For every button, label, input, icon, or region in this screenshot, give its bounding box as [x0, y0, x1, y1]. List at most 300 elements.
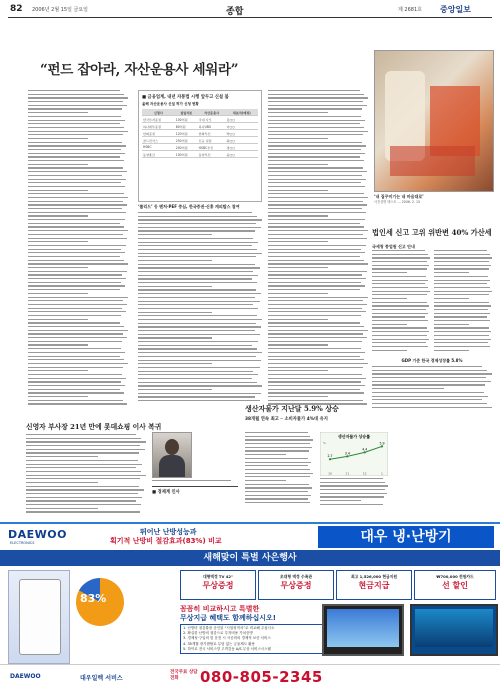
text-line — [434, 257, 492, 258]
prize-card-title: ₩700,000 전원카드 — [436, 574, 474, 579]
text-line — [372, 309, 426, 310]
text-line — [268, 123, 360, 124]
text-line — [245, 439, 313, 440]
text-line — [28, 90, 120, 91]
text-line — [268, 326, 364, 327]
text-line — [26, 508, 98, 509]
text-line — [28, 134, 123, 135]
table-header: 자산운용사 — [198, 109, 226, 116]
table-cell: 국내 사모 — [198, 116, 226, 123]
text-line — [372, 261, 427, 262]
text-line — [28, 123, 120, 124]
law-text-left — [372, 250, 430, 353]
text-line — [434, 309, 488, 310]
text-line — [28, 108, 122, 109]
text-line — [372, 268, 427, 269]
text-line — [268, 252, 365, 253]
text-line — [28, 356, 120, 357]
text-line — [268, 356, 360, 357]
text-line — [372, 342, 426, 343]
text-line — [28, 186, 125, 187]
text-line — [268, 348, 361, 349]
text-line — [434, 272, 469, 273]
text-line — [26, 438, 141, 439]
table-row — [142, 137, 258, 144]
text-line — [245, 487, 312, 488]
text-line — [268, 186, 365, 187]
text-line — [138, 337, 212, 338]
text-line — [268, 97, 368, 98]
text-line — [28, 293, 88, 294]
tv-image — [322, 604, 404, 656]
text-line — [372, 384, 485, 385]
text-line — [28, 193, 124, 194]
prize-tv — [180, 570, 256, 600]
text-line — [372, 396, 488, 397]
text-line — [245, 443, 310, 444]
text-line — [138, 356, 256, 357]
text-line — [245, 491, 308, 492]
text-line — [245, 436, 310, 437]
prize-card-sub: 선 할인 — [442, 581, 468, 590]
text-line — [434, 298, 469, 299]
table-cell: HSBC투신 — [198, 144, 226, 151]
text-line — [138, 360, 261, 361]
text-line — [268, 319, 328, 320]
text-line — [28, 396, 88, 397]
text-line — [434, 261, 489, 262]
text-line — [28, 392, 124, 393]
text-line — [320, 482, 385, 483]
text-line — [268, 297, 368, 298]
text-line — [138, 219, 262, 220]
text-line — [28, 263, 128, 264]
data-label: 5.9 — [379, 441, 385, 446]
text-line — [138, 264, 255, 265]
text-line — [434, 320, 490, 321]
person-extra-text — [152, 480, 238, 484]
table-cell: 윤○○ — [226, 151, 259, 158]
text-line — [28, 341, 122, 342]
text-line — [26, 489, 144, 490]
table-cell: 100억원 — [175, 116, 198, 123]
text-line — [26, 497, 142, 498]
x-tick-label: 1 — [381, 471, 383, 476]
text-line — [138, 382, 257, 383]
text-line — [268, 330, 368, 331]
text-line — [372, 366, 482, 367]
text-line — [28, 212, 126, 213]
text-line — [372, 350, 407, 351]
text-line — [268, 153, 365, 154]
text-line — [28, 120, 125, 121]
text-line — [138, 312, 212, 313]
text-line — [372, 276, 426, 277]
text-line — [138, 234, 212, 235]
table-header: 대표자(예정) — [226, 109, 259, 116]
text-line — [28, 381, 121, 382]
data-point — [381, 445, 383, 447]
text-line — [28, 252, 125, 253]
left-article-text — [28, 90, 128, 407]
text-line — [268, 363, 368, 364]
page-header — [0, 0, 500, 18]
text-line — [245, 450, 309, 451]
text-line — [26, 475, 146, 476]
text-line — [138, 396, 255, 397]
text-line — [434, 294, 489, 295]
text-line — [372, 335, 427, 336]
text-line — [268, 315, 361, 316]
text-line — [28, 142, 122, 143]
text-line — [28, 97, 128, 98]
prize-cash — [336, 570, 412, 600]
text-line — [28, 156, 120, 157]
table-header: 신청사 — [142, 109, 175, 116]
text-line — [372, 265, 429, 266]
table-cell: 정○○ — [226, 144, 259, 151]
text-line — [28, 223, 120, 224]
text-line — [372, 346, 428, 347]
text-line — [138, 275, 258, 276]
text-line — [268, 145, 366, 146]
text-line — [245, 502, 310, 503]
text-line — [268, 322, 360, 323]
text-line — [268, 208, 362, 209]
econ-people-title: ■ 경제계 인사 — [152, 490, 180, 495]
text-line — [268, 164, 328, 165]
ad-compare-text: 꼼꼼히 비교하시고 특별한 — [180, 605, 260, 613]
prize-tv-title: 대형액정 TV 42" — [202, 574, 234, 579]
applicant-table — [142, 109, 258, 158]
text-line — [138, 341, 258, 342]
text-line — [28, 175, 122, 176]
text-line — [372, 272, 407, 273]
text-line — [434, 335, 489, 336]
econ-people-box — [152, 486, 238, 497]
text-line — [268, 204, 367, 205]
table-cell: 김○○ — [226, 116, 259, 123]
text-line — [372, 327, 427, 328]
feature-item: 3. 경제성·구입비 및 운전 시 시공비의 경제적 보증 서비스 — [183, 636, 271, 641]
ad-slogan-mid: 획기적 난방비 절감효과(83%) 비교 — [110, 537, 222, 545]
text-line — [372, 302, 427, 303]
text-line — [28, 282, 121, 283]
text-line — [268, 352, 365, 353]
text-line — [28, 370, 88, 371]
text-line — [268, 190, 328, 191]
text-line — [138, 227, 261, 228]
x-tick-label: 12 — [362, 471, 367, 476]
text-line — [26, 500, 136, 501]
savings-percent: 83% — [80, 592, 107, 605]
mid-article-text — [138, 212, 262, 404]
text-line — [268, 223, 360, 224]
text-line — [138, 367, 260, 368]
text-line — [268, 263, 368, 264]
text-line — [26, 493, 138, 494]
text-line — [268, 179, 366, 180]
text-line — [268, 108, 362, 109]
table-cell: 동양종금 — [142, 151, 175, 158]
data-label: 3.4 — [344, 451, 350, 456]
text-line — [28, 308, 122, 309]
issue-number: 제 2681호 — [398, 7, 422, 13]
text-line — [268, 400, 363, 401]
text-line — [26, 460, 138, 461]
text-line — [28, 241, 88, 242]
text-line — [28, 285, 125, 286]
law-subhead: 국세청 종업원 신고 안내 — [372, 244, 415, 249]
text-line — [28, 403, 127, 404]
text-line — [434, 339, 491, 340]
data-point — [329, 458, 331, 460]
text-line — [268, 94, 364, 95]
feature-item: 5. 하이로 전국 서비스망 고객감동 A/S 무상 서비스시스템 — [183, 646, 271, 651]
issue-date: 2006년 2월 15일 금요일 — [32, 7, 89, 13]
text-line — [245, 498, 308, 499]
text-line — [434, 331, 491, 332]
text-line — [320, 504, 383, 505]
text-line — [138, 330, 255, 331]
text-line — [268, 101, 363, 102]
text-line — [268, 90, 360, 91]
text-line — [372, 254, 428, 255]
text-line — [268, 175, 362, 176]
text-line — [372, 388, 444, 389]
table-title: 올해 자산운용사 신설 허가 신청 현황 — [142, 102, 199, 106]
data-point — [364, 451, 366, 453]
text-line — [268, 241, 328, 242]
text-line — [268, 271, 367, 272]
text-line — [372, 381, 491, 382]
text-line — [138, 352, 262, 353]
text-line — [28, 374, 122, 375]
table-cell: 250억원 — [175, 137, 198, 144]
text-line — [28, 230, 128, 231]
text-line — [268, 134, 363, 135]
text-line — [28, 197, 128, 198]
text-line — [28, 138, 88, 139]
text-line — [372, 373, 492, 374]
text-line — [245, 454, 286, 455]
text-line — [138, 238, 253, 239]
text-line — [268, 378, 366, 379]
phone-number[interactable]: 080-805-2345 — [200, 668, 323, 686]
text-line — [434, 327, 489, 328]
text-line — [138, 326, 261, 327]
text-line — [268, 293, 328, 294]
text-line — [434, 250, 487, 251]
text-line — [268, 282, 361, 283]
table-cell: 100억원 — [175, 151, 198, 158]
ad-footer-brand: DAEWOO — [10, 673, 41, 680]
text-line — [28, 201, 123, 202]
text-line — [138, 212, 252, 213]
text-line — [28, 149, 121, 150]
text-line — [138, 242, 258, 243]
text-line — [138, 230, 255, 231]
text-line — [28, 378, 126, 379]
text-line — [434, 287, 490, 288]
text-line — [268, 201, 363, 202]
table-cell: 200억원 — [175, 144, 198, 151]
text-line — [28, 94, 124, 95]
table-row — [142, 123, 258, 130]
text-line — [28, 238, 127, 239]
text-line — [28, 145, 126, 146]
text-line — [434, 313, 490, 314]
text-line — [138, 282, 257, 283]
text-line — [372, 377, 486, 378]
person-headline: 신영자 부사장 21년 만에 롯데쇼핑 이사 복귀 — [26, 423, 162, 431]
prize-tv-sub: 무상증정 — [202, 581, 234, 590]
text-line — [138, 348, 257, 349]
text-line — [28, 182, 121, 183]
text-line — [138, 249, 257, 250]
text-line — [28, 267, 88, 268]
text-line — [320, 489, 385, 490]
text-line — [372, 313, 428, 314]
third-column-text — [268, 90, 368, 407]
x-tick-label: 10 — [328, 471, 332, 476]
text-line — [138, 223, 256, 224]
text-line — [268, 226, 364, 227]
text-line — [268, 359, 364, 360]
ppi-subhead: 38개월 연속 최고 ─ 소비자물가 4%대 유지 — [245, 417, 328, 422]
text-line — [268, 337, 367, 338]
text-line — [268, 278, 366, 279]
text-line — [434, 350, 469, 351]
prize-cash-title: 최고 1,526,000 현금지원 — [350, 574, 398, 579]
text-line — [434, 265, 491, 266]
text-line — [28, 400, 123, 401]
text-line — [268, 112, 328, 113]
text-line — [26, 449, 145, 450]
text-line — [138, 371, 253, 372]
text-line — [28, 385, 125, 386]
text-line — [245, 462, 311, 463]
prize-aquarium-title: 초대형 액정 수족관 — [280, 574, 312, 579]
text-line — [268, 105, 367, 106]
data-label: 2.7 — [327, 454, 333, 459]
text-line — [320, 485, 388, 486]
law-headline: 법인세 신고 고위 위반변 40% 가산세 — [372, 228, 492, 237]
text-line — [28, 127, 124, 128]
feature-item: 2. 확실한 난방비 절감으로 투자비용 가치증명 — [183, 631, 253, 636]
daewoo-logo-sub: ELECTRONICS — [10, 541, 35, 545]
text-line — [28, 367, 123, 368]
text-line — [268, 392, 364, 393]
text-line — [320, 500, 361, 501]
text-line — [245, 473, 313, 474]
text-line — [268, 167, 363, 168]
text-line — [138, 345, 252, 346]
text-line — [138, 293, 261, 294]
ad-event-banner: 새해맞이 특별 사은행사 — [0, 550, 500, 566]
text-line — [245, 484, 309, 485]
text-line — [28, 359, 124, 360]
text-line — [28, 352, 125, 353]
text-line — [28, 348, 121, 349]
text-line — [28, 226, 124, 227]
ad-free-text: 무상지급 혜택도 함께하십시오! — [180, 614, 276, 622]
text-line — [28, 101, 123, 102]
text-line — [138, 256, 256, 257]
text-line — [26, 504, 141, 505]
text-line — [28, 333, 123, 334]
ppi-text — [245, 432, 313, 506]
text-line — [28, 256, 120, 257]
text-line — [268, 389, 360, 390]
text-line — [434, 302, 489, 303]
ad-product-banner: 대우 냉·난방기 — [318, 526, 494, 548]
text-line — [28, 105, 127, 106]
phone-label: 전국무료 상담전화 — [170, 670, 198, 681]
text-line — [268, 212, 366, 213]
text-line — [268, 308, 362, 309]
text-line — [372, 370, 487, 371]
text-line — [28, 319, 88, 320]
text-line — [138, 385, 262, 386]
text-line — [268, 370, 328, 371]
info-box-title: ■ 금융업계, 내년 자통법 시행 앞두고 신설 붐 — [142, 95, 229, 100]
text-line — [320, 493, 387, 494]
text-line — [138, 245, 252, 246]
text-line — [372, 287, 428, 288]
text-line — [268, 249, 361, 250]
text-line — [28, 330, 128, 331]
person-text — [26, 434, 146, 515]
feature-item: 1. 난방비 절감률을 공인된 “시험성적서”로 비교해 주십시오 — [183, 626, 275, 630]
text-line — [28, 215, 88, 216]
text-line — [245, 495, 311, 496]
text-line — [28, 389, 120, 390]
table-cell: 80억원 — [175, 123, 198, 130]
text-line — [434, 305, 491, 306]
text-line — [268, 138, 328, 139]
section-name: 종합 — [226, 7, 244, 17]
table-cell: 이○○ — [226, 123, 259, 130]
newspaper-logo: 중앙일보 — [440, 4, 471, 14]
text-line — [268, 260, 364, 261]
main-headline: “펀드 잡아라, 자산운용사 세워라” — [40, 62, 239, 78]
text-line — [434, 276, 488, 277]
law-text-right — [434, 250, 492, 353]
text-line — [245, 432, 308, 433]
table-row — [142, 130, 258, 137]
text-line — [28, 322, 120, 323]
text-line — [28, 179, 126, 180]
text-line — [28, 278, 126, 279]
text-line — [268, 182, 361, 183]
text-line — [268, 120, 365, 121]
wallpaper-photo — [374, 50, 494, 192]
text-line — [372, 324, 407, 325]
text-line — [268, 289, 360, 290]
text-line — [434, 268, 489, 269]
text-line — [372, 399, 482, 400]
table-cell: 120억원 — [175, 130, 198, 137]
text-line — [268, 267, 328, 268]
text-line — [245, 458, 308, 459]
text-line — [268, 245, 366, 246]
text-line — [28, 344, 88, 345]
text-line — [26, 478, 140, 479]
text-line — [138, 297, 255, 298]
text-line — [268, 311, 366, 312]
text-line — [372, 250, 425, 251]
